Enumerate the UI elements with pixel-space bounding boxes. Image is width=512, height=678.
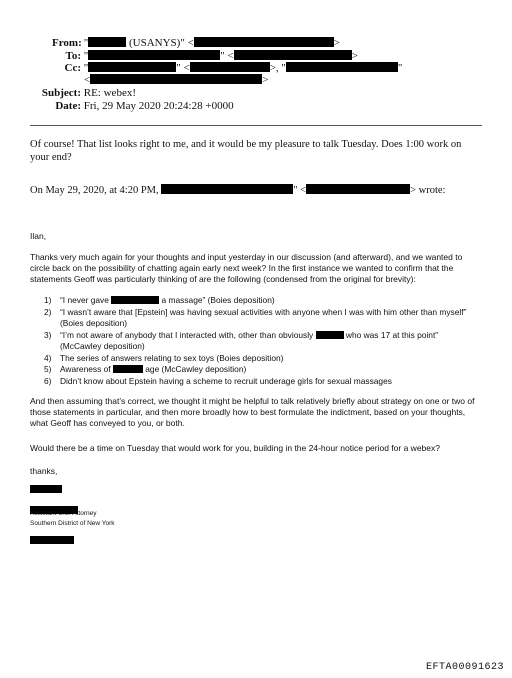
list-number: 3) <box>44 329 52 340</box>
list-text: a massage” (Boies deposition) <box>161 295 275 305</box>
subject-line <box>37 87 136 100</box>
cc-label: Cc: <box>64 62 81 74</box>
list-text: “I’m not aware of anybody that I interacted with, other than obviously <box>60 329 314 340</box>
list-text: The series of answers relating to sex toys (Boies deposition) <box>60 352 284 363</box>
bracket: < <box>84 74 91 86</box>
list-item <box>30 376 480 388</box>
signature-title: Assistant U.S. Attorney <box>30 510 97 517</box>
redaction <box>234 50 352 60</box>
redaction <box>90 74 262 84</box>
header-divider <box>30 125 482 126</box>
list-item <box>30 307 480 330</box>
list-item <box>30 353 480 365</box>
statement-list <box>30 295 480 387</box>
signature-office: Southern District of New York <box>30 520 115 527</box>
list-number: 2) <box>44 306 52 317</box>
paragraph-2: And then assuming that’s correct, we thought it might be helpful to talk relatively briefly about strategy on one or two of those statements in particular, and then more broadly how to best formulate the indictment, based on your thoughts, what Geoff has conveyed to you, or both. <box>30 396 475 428</box>
list-number: 1) <box>44 295 52 305</box>
reply-body: Of course! That list looks right to me, and it would be my pleasure to talk Tuesday. Does 1:00 work on your end? <box>30 139 462 163</box>
list-text: “I never gave <box>60 295 109 305</box>
list-number: 6) <box>44 375 52 386</box>
date-text: Fri, 29 May 2020 20:24:28 +0000 <box>83 100 234 112</box>
redaction <box>113 365 143 373</box>
paragraph-1: Thanks very much again for your thoughts and input yesterday in our discussion (and afterward), and we wanted to circle back on the possibility of chatting again early next week? In the first instance we wanted to confirm that the statements Geoff was particularly thinking of are the following (condensed from the original for brevity): <box>30 252 463 284</box>
list-item <box>30 364 480 376</box>
quote-mark: " <box>397 62 403 74</box>
quote-mark: " <box>83 62 89 74</box>
intro-sep: " < <box>293 185 307 196</box>
bracket: > <box>262 74 269 86</box>
redaction <box>88 37 126 47</box>
quote-mark: " <box>83 50 89 62</box>
signoff: thanks, <box>30 466 58 476</box>
intro-text: On May 29, 2020, at 4:20 PM, <box>30 185 159 196</box>
cc-sep: " < <box>176 62 190 74</box>
redaction <box>286 62 398 72</box>
cc-separator: >, " <box>269 62 286 74</box>
redaction <box>88 62 176 72</box>
redaction <box>30 479 62 497</box>
to-sep: " < <box>220 50 234 62</box>
list-text: Awareness of <box>60 364 111 374</box>
bates-number: EFTA00091623 <box>425 662 504 673</box>
redaction <box>30 530 74 548</box>
greeting: Ilan, <box>30 231 47 241</box>
bracket: > <box>351 50 358 62</box>
list-text: who was 17 at this point” (McCawley deposition) <box>60 329 439 351</box>
list-text: age (McCawley deposition) <box>145 364 247 374</box>
redaction <box>30 536 74 544</box>
date-label: Date: <box>55 100 81 112</box>
date-line <box>37 100 234 113</box>
cc-line-2 <box>84 74 268 87</box>
quote-mark: " <box>83 37 89 49</box>
intro-wrote: > wrote: <box>410 185 446 196</box>
list-number: 5) <box>44 364 52 374</box>
redaction <box>88 50 220 60</box>
redaction <box>30 485 62 493</box>
list-item <box>30 295 480 307</box>
redaction <box>190 62 270 72</box>
paragraph-3: Would there be a time on Tuesday that would work for you, building in the 24-hour notice period for a webex? <box>30 443 440 453</box>
subject-text: RE: webex! <box>83 87 136 99</box>
redaction <box>161 184 293 194</box>
list-number: 4) <box>44 352 52 363</box>
quoted-intro <box>30 184 445 197</box>
from-label: From: <box>52 37 82 49</box>
bracket: > <box>333 37 340 49</box>
to-label: To: <box>65 50 81 62</box>
from-line <box>52 37 340 50</box>
subject-label: Subject: <box>41 87 81 99</box>
list-item <box>30 330 480 353</box>
redaction <box>194 37 334 47</box>
redaction <box>316 331 344 339</box>
redaction <box>111 296 159 304</box>
list-text: “I wasn’t aware that [Epstein] was having sexual activities with anyone when I was with him other than myself” (Boies deposition) <box>60 306 467 328</box>
redaction <box>306 184 410 194</box>
list-text: Didn’t know about Epstein having a scheme to recruit underage girls for sexual massages <box>60 375 392 386</box>
from-org: (USANYS)" < <box>129 37 194 49</box>
